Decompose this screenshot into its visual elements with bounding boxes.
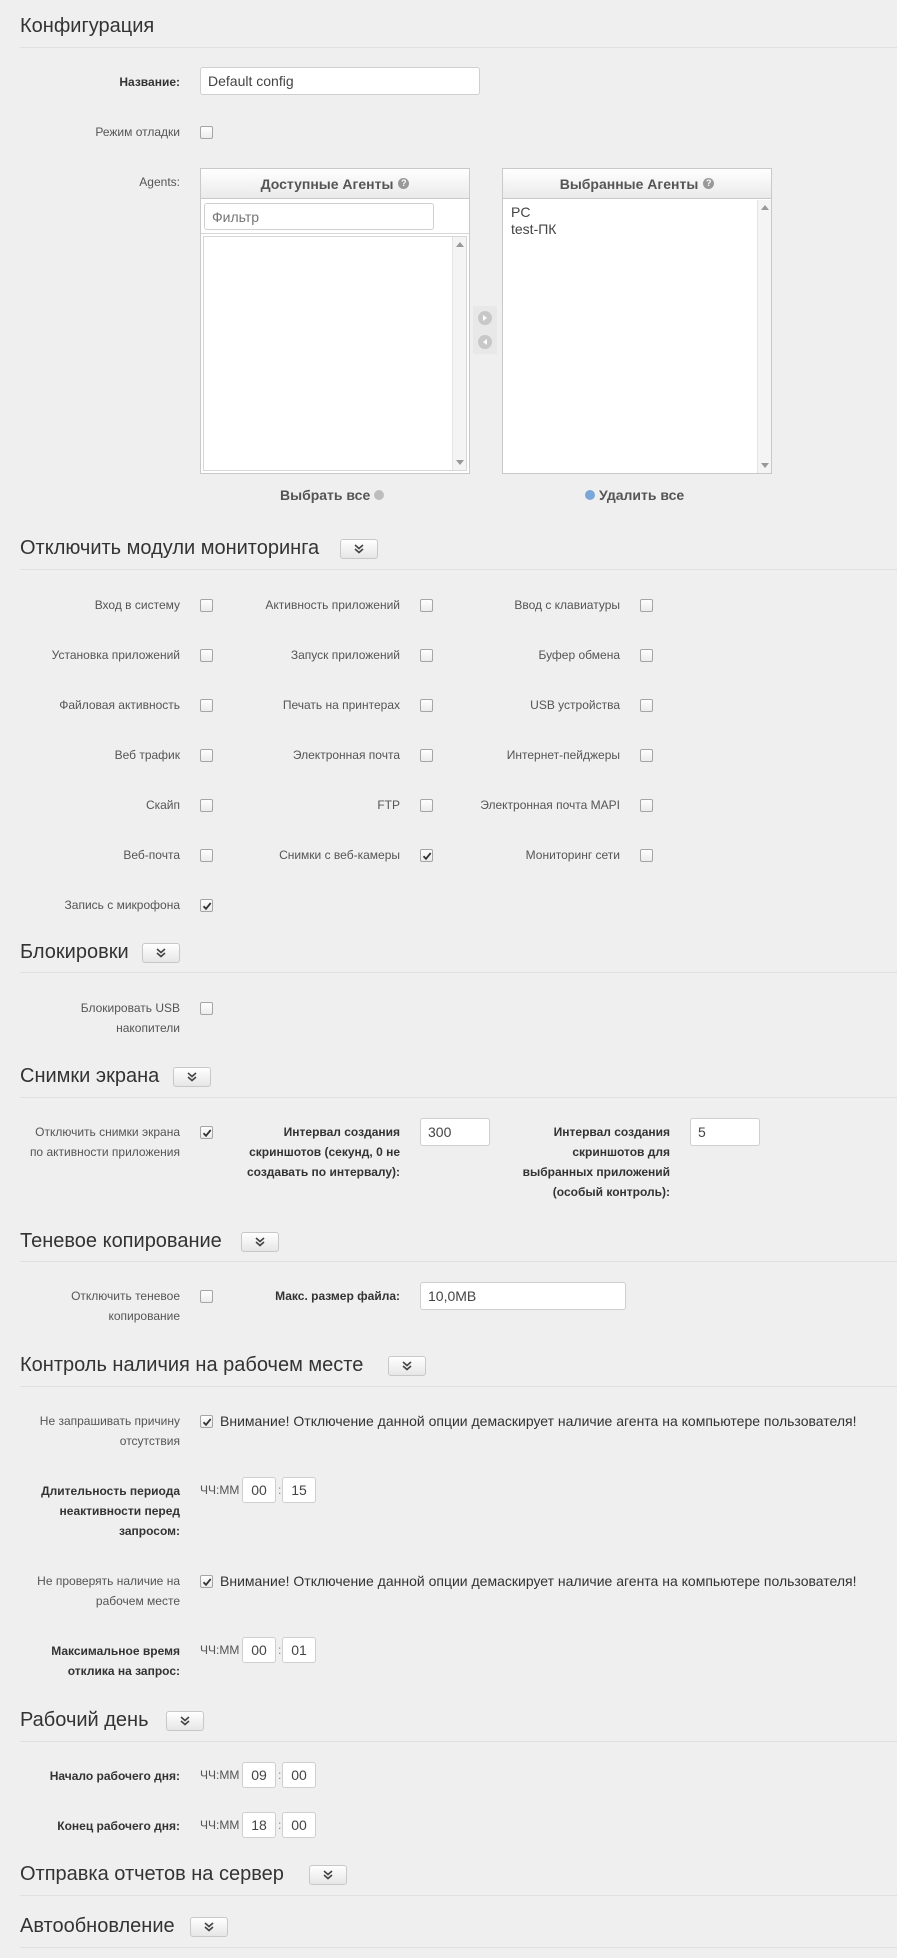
chevron-double-down-icon: [353, 544, 365, 554]
no-reason-checkbox[interactable]: [200, 1415, 213, 1428]
presence-collapse-button[interactable]: [388, 1356, 426, 1376]
monitoring-module-label: Мониторинг сети: [525, 848, 620, 862]
select-all-button[interactable]: [280, 487, 384, 503]
no-check-label-2: рабочем месте: [95, 1594, 180, 1608]
filter-row: [201, 200, 469, 234]
hhmm-label: ЧЧ:ММ: [200, 1483, 240, 1497]
monitoring-module-checkbox[interactable]: [200, 799, 213, 812]
monitoring-module-label: Веб-почта: [123, 848, 180, 862]
hhmm-label: ЧЧ:ММ: [200, 1643, 240, 1657]
workday-start-label: Начало рабочего дня:: [49, 1769, 180, 1783]
monitoring-module-label: Печать на принтерах: [282, 698, 400, 712]
hhmm-label: ЧЧ:ММ: [200, 1818, 240, 1832]
available-agents-panel: [200, 168, 470, 474]
interval-label-1: Интервал создания: [283, 1125, 400, 1139]
chevron-double-down-icon: [401, 1361, 413, 1371]
max-response-label-1: Максимальное время: [51, 1644, 180, 1658]
scroll-down-icon[interactable]: [456, 460, 464, 465]
help-icon[interactable]: ?: [398, 178, 409, 189]
selected-agents-panel: [502, 168, 772, 474]
list-scrollbar[interactable]: [452, 237, 466, 470]
chevron-double-down-icon: [322, 1870, 334, 1880]
special-interval-label-3: выбранных приложений: [522, 1165, 670, 1179]
inactivity-label-2: неактивности перед: [59, 1504, 180, 1518]
available-agents-title: Доступные Агенты: [260, 175, 394, 192]
workday-collapse-button[interactable]: [166, 1711, 204, 1731]
autoupdate-collapse-button[interactable]: [190, 1917, 228, 1937]
list-item[interactable]: PC: [511, 204, 531, 220]
divider: [20, 1895, 897, 1896]
no-check-checkbox[interactable]: [200, 1575, 213, 1588]
monitoring-module-checkbox[interactable]: [200, 849, 213, 862]
monitoring-module-checkbox[interactable]: [640, 699, 653, 712]
page-title: Конфигурация: [20, 15, 155, 37]
inactivity-label-1: Длительность периода: [41, 1484, 180, 1498]
disable-screenshots-label-2: по активности приложения: [29, 1145, 180, 1159]
monitoring-module-label: Ввод с клавиатуры: [514, 598, 620, 612]
debug-mode-checkbox[interactable]: [200, 126, 213, 139]
monitoring-collapse-button[interactable]: [340, 539, 378, 559]
scroll-down-icon[interactable]: [761, 463, 769, 468]
list-item[interactable]: test-ПК: [511, 221, 557, 237]
max-response-hours-input[interactable]: [242, 1637, 276, 1663]
workday-section-title: Рабочий день: [20, 1709, 149, 1731]
move-buttons: [473, 306, 497, 354]
workday-start-hours-input[interactable]: [242, 1762, 276, 1788]
interval-label-2: скриншотов (секунд, 0 не: [249, 1145, 400, 1159]
monitoring-module-checkbox[interactable]: [420, 599, 433, 612]
inactivity-minutes-input[interactable]: [282, 1477, 316, 1503]
workday-end-hours-input[interactable]: [242, 1812, 276, 1838]
divider: [20, 1261, 897, 1262]
divider: [20, 1741, 897, 1742]
time-separator: :: [278, 1768, 282, 1782]
divider: [20, 569, 897, 570]
available-agents-header: [201, 169, 469, 199]
special-interval-label-1: Интервал создания: [553, 1125, 670, 1139]
monitoring-module-checkbox[interactable]: [640, 799, 653, 812]
presence-warning-text: Внимание! Отключение данной опции демаскирует наличие агента на компьютере пользователя!: [220, 1573, 857, 1589]
presence-section-title: Контроль наличия на рабочем месте: [20, 1354, 364, 1376]
divider: [20, 972, 897, 973]
chevron-double-down-icon: [155, 948, 167, 958]
inactivity-label-3: запросом:: [119, 1524, 180, 1538]
reports-section-title: Отправка отчетов на сервер: [20, 1863, 284, 1885]
monitoring-module-label: Снимки с веб-камеры: [279, 848, 400, 862]
presence-warning-text: Внимание! Отключение данной опции демаскирует наличие агента на компьютере пользователя!: [220, 1413, 857, 1429]
monitoring-module-label: Скайп: [145, 798, 180, 812]
divider: [20, 1386, 897, 1387]
remove-all-label: Удалить все: [599, 487, 685, 503]
monitoring-module-checkbox[interactable]: [420, 699, 433, 712]
divider: [20, 47, 897, 48]
monitoring-module-checkbox[interactable]: [200, 899, 213, 912]
monitoring-module-checkbox[interactable]: [420, 849, 433, 862]
monitoring-module-checkbox[interactable]: [200, 699, 213, 712]
no-check-label-1: Не проверять наличие на: [37, 1574, 180, 1588]
monitoring-module-checkbox[interactable]: [420, 799, 433, 812]
monitoring-module-checkbox[interactable]: [420, 649, 433, 662]
select-all-label: Выбрать все: [280, 487, 371, 503]
block-usb-label-1: Блокировать USB: [80, 1001, 180, 1015]
workday-end-label: Конец рабочего дня:: [57, 1819, 180, 1833]
max-file-size-label: Макс. размер файла:: [275, 1289, 400, 1303]
monitoring-module-label: Запись с микрофона: [64, 898, 180, 912]
autoupdate-section-title: Автообновление: [20, 1915, 175, 1937]
available-agents-list[interactable]: [203, 236, 467, 471]
debug-mode-label: Режим отладки: [95, 125, 180, 139]
list-scrollbar[interactable]: [757, 200, 771, 473]
chevron-double-down-icon: [186, 1072, 198, 1082]
monitoring-module-checkbox[interactable]: [640, 849, 653, 862]
config-name-input[interactable]: [200, 67, 480, 95]
monitoring-module-label: Запуск приложений: [290, 648, 400, 662]
remove-all-button[interactable]: [585, 487, 684, 503]
divider: [20, 1947, 897, 1948]
monitoring-module-label: Вход в систему: [94, 598, 180, 612]
disable-shadow-checkbox[interactable]: [200, 1290, 213, 1303]
interval-label-3: создавать по интервалу):: [246, 1165, 400, 1179]
name-label: Название:: [119, 75, 180, 89]
workday-end-minutes-input[interactable]: [282, 1812, 316, 1838]
screenshots-section-title: Снимки экрана: [20, 1065, 160, 1087]
time-separator: :: [278, 1643, 282, 1657]
monitoring-module-label: Веб трафик: [114, 748, 180, 762]
chevron-double-down-icon: [179, 1716, 191, 1726]
agent-filter-input[interactable]: [204, 203, 434, 230]
blocking-section-title: Блокировки: [20, 941, 129, 963]
monitoring-module-checkbox[interactable]: [640, 649, 653, 662]
move-right-icon[interactable]: [478, 311, 492, 325]
workday-start-minutes-input[interactable]: [282, 1762, 316, 1788]
time-separator: :: [278, 1818, 282, 1832]
screenshots-collapse-button[interactable]: [173, 1067, 211, 1087]
no-reason-label-2: отсутствия: [119, 1434, 180, 1448]
monitoring-module-label: Установка приложений: [51, 648, 180, 662]
disable-screenshots-checkbox[interactable]: [200, 1126, 213, 1139]
special-interval-label-2: скриншотов для: [572, 1145, 670, 1159]
monitoring-module-label: USB устройства: [530, 698, 620, 712]
selected-agents-header: [503, 169, 771, 199]
monitoring-module-label: Электронная почта MAPI: [480, 798, 620, 812]
monitoring-module-label: Буфер обмена: [538, 648, 620, 662]
hhmm-label: ЧЧ:ММ: [200, 1768, 240, 1782]
monitoring-module-checkbox[interactable]: [200, 649, 213, 662]
monitoring-module-checkbox[interactable]: [420, 749, 433, 762]
max-file-size-input[interactable]: [420, 1282, 626, 1310]
max-response-minutes-input[interactable]: [282, 1637, 316, 1663]
special-interval-input[interactable]: [690, 1118, 760, 1146]
shadow-collapse-button[interactable]: [241, 1232, 279, 1252]
monitoring-module-label: Интернет-пейджеры: [506, 748, 620, 762]
arrow-left-circle-icon: [585, 490, 595, 500]
monitoring-module-label: Электронная почта: [292, 748, 400, 762]
monitoring-module-label: Активность приложений: [265, 598, 400, 612]
selected-agents-title: Выбранные Агенты: [559, 175, 699, 192]
special-interval-label-4: (особый контроль):: [552, 1185, 670, 1199]
monitoring-section-title: Отключить модули мониторинга: [20, 537, 320, 559]
monitoring-module-label: FTP: [377, 798, 400, 812]
block-usb-checkbox[interactable]: [200, 1002, 213, 1015]
max-response-label-2: отклика на запрос:: [67, 1664, 180, 1678]
scroll-up-icon[interactable]: [761, 205, 769, 210]
disable-shadow-label-2: копирование: [108, 1309, 180, 1323]
monitoring-module-checkbox[interactable]: [640, 599, 653, 612]
monitoring-module-checkbox[interactable]: [200, 749, 213, 762]
no-reason-label-1: Не запрашивать причину: [39, 1414, 180, 1428]
chevron-double-down-icon: [203, 1922, 215, 1932]
disable-screenshots-label-1: Отключить снимки экрана: [35, 1125, 180, 1139]
scroll-up-icon[interactable]: [456, 242, 464, 247]
agents-label: Agents:: [139, 175, 180, 189]
arrow-up-circle-icon: [374, 490, 384, 500]
blocking-collapse-button[interactable]: [142, 943, 180, 963]
divider: [20, 1097, 897, 1098]
selected-agents-list[interactable]: [503, 200, 771, 473]
shadow-section-title: Теневое копирование: [20, 1230, 222, 1252]
time-separator: :: [278, 1483, 282, 1497]
inactivity-hours-input[interactable]: [242, 1477, 276, 1503]
move-left-icon[interactable]: [478, 335, 492, 349]
reports-collapse-button[interactable]: [309, 1865, 347, 1885]
help-icon[interactable]: ?: [703, 178, 714, 189]
monitoring-module-checkbox[interactable]: [200, 599, 213, 612]
screenshot-interval-input[interactable]: [420, 1118, 490, 1146]
monitoring-module-checkbox[interactable]: [640, 749, 653, 762]
disable-shadow-label-1: Отключить теневое: [71, 1289, 180, 1303]
chevron-double-down-icon: [254, 1237, 266, 1247]
block-usb-label-2: накопители: [116, 1021, 180, 1035]
monitoring-module-label: Файловая активность: [59, 698, 180, 712]
